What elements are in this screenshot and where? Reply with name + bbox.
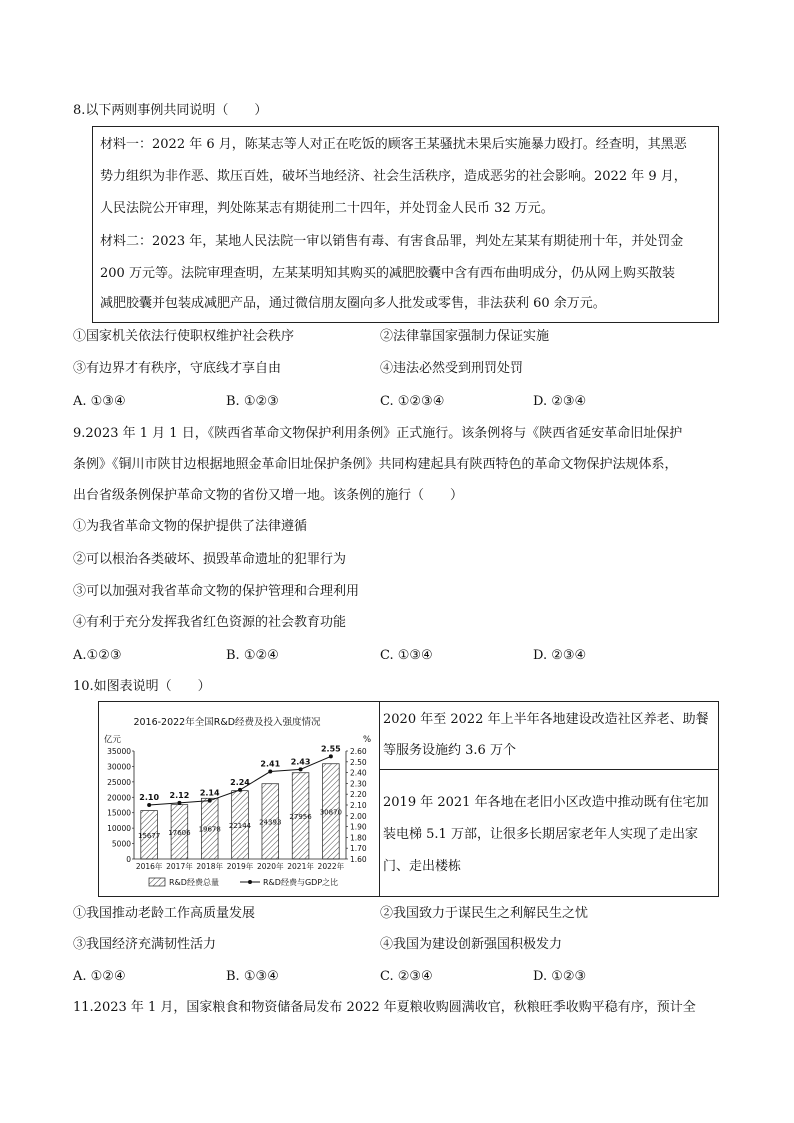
q9-option-a[interactable]: A.①②③ — [73, 648, 122, 663]
q8-item-3: ③有边界才有秩序，守底线才享自由 — [73, 361, 282, 376]
q11-stem: 11.2023 年 1 月，国家粮食和物资储备局发布 2022 年夏粮收购圆满收官，秋粮旺季收购平稳有序，预计全 — [73, 1000, 696, 1015]
right-tick-label: 2.60 — [350, 747, 367, 756]
q8-material-line: 人民法院公开审理，判处陈某志有期徒刑二十四年，并处罚金人民币 32 万元。 — [100, 201, 554, 216]
gdp-ratio-point — [208, 799, 212, 803]
q8-material-box — [92, 126, 719, 323]
right-tick-label: 1.90 — [350, 822, 367, 832]
left-tick-label: 20000 — [107, 793, 131, 803]
right-tick-label: 2.40 — [350, 768, 367, 778]
rd-bar-label: 15677 — [138, 831, 161, 840]
gdp-ratio-label: 2.24 — [230, 777, 250, 787]
rd-bar-label: 30870 — [319, 808, 342, 817]
q10-option-a[interactable]: A. ①②④ — [73, 969, 126, 984]
q10-option-b[interactable]: B. ①③④ — [226, 969, 279, 984]
q9-stem-line: 出台省级条例保护革命文物的省份又增一地。该条例的施行（ ） — [73, 488, 464, 503]
q8-option-d[interactable]: D. ②③④ — [533, 394, 587, 409]
q9-option-c[interactable]: C. ①③④ — [380, 648, 433, 663]
right-tick-label: 1.60 — [350, 855, 367, 864]
q9-item-3: ③可以加强对我省革命文物的保护管理和合理利用 — [73, 584, 360, 599]
chart-title: 2016-2022年全国R&D经费及投入强度情况 — [133, 717, 321, 728]
q9-option-d[interactable]: D. ②③④ — [533, 648, 587, 663]
x-tick-label: 2019年 — [226, 862, 254, 871]
gdp-ratio-label: 2.10 — [139, 793, 160, 802]
rd-chart — [99, 702, 379, 896]
q10-right-bottom-line: 2019 年 2021 年各地在老旧小区改造中推动既有住宅加 — [383, 795, 709, 810]
chart-ylabel-left: 亿元 — [104, 735, 122, 745]
gdp-ratio-point — [177, 801, 181, 805]
q10-table — [98, 701, 719, 897]
x-tick-label: 2016年 — [135, 862, 163, 871]
q8-stem: 8.以下两则事例共同说明（ ） — [73, 103, 268, 118]
x-tick-label: 2018年 — [196, 862, 224, 871]
gdp-ratio-point — [299, 767, 303, 771]
table-divider-horizontal — [379, 769, 718, 770]
legend-line-label: R&D经费与GDP之比 — [263, 878, 339, 887]
q8-option-b[interactable]: B. ①②③ — [226, 394, 279, 409]
q8-material-line: 减肥胶囊并包装成减肥产品，通过微信朋友圈向多人批发或零售，非法获利 60 余万元。 — [100, 296, 606, 311]
legend-bar-label: R&D经费总量 — [169, 878, 219, 887]
gdp-ratio-point — [238, 788, 242, 792]
left-tick-label: 10000 — [107, 824, 131, 834]
q8-option-a[interactable]: A. ①③④ — [73, 394, 126, 409]
gdp-ratio-label: 2.12 — [169, 790, 190, 800]
q10-item-2: ②我国致力于谋民生之利解民生之忧 — [380, 906, 589, 921]
q9-item-1: ①为我省革命文物的保护提供了法律遵循 — [73, 519, 308, 534]
chart-ylabel-right: % — [363, 735, 372, 745]
rd-bar-label: 19678 — [198, 825, 221, 834]
legend-bar-swatch — [149, 878, 165, 886]
q8-item-4: ④违法必然受到刑罚处罚 — [380, 361, 524, 376]
right-tick-label: 2.20 — [350, 790, 367, 800]
rd-bar-label: 17606 — [168, 828, 191, 837]
q10-option-c[interactable]: C. ②③④ — [380, 969, 433, 984]
x-tick-label: 2017年 — [166, 862, 193, 871]
q9-stem-line: 条例》《铜川市陕甘边根据地照金革命旧址保护条例》共同构建起具有陕西特色的革命文物保护法规体系， — [73, 457, 678, 472]
right-tick-label: 1.80 — [350, 833, 367, 843]
left-tick-label: 0 — [126, 855, 131, 864]
rd-bar-label: 27956 — [289, 812, 312, 821]
left-tick-label: 35000 — [107, 747, 131, 756]
q10-item-4: ④我国为建设创新强国积极发力 — [380, 937, 563, 952]
x-tick-label: 2022年 — [317, 862, 345, 871]
gdp-ratio-label: 2.14 — [199, 788, 220, 798]
left-tick-label: 15000 — [107, 808, 131, 818]
rd-bar-label: 22144 — [228, 821, 252, 830]
rd-bar-label: 24393 — [259, 818, 282, 827]
left-tick-label: 30000 — [107, 762, 131, 772]
q10-right-bottom-line: 装电梯 5.1 万部，让很多长期居家老年人实现了走出家 — [383, 827, 698, 842]
q10-item-3: ③我国经济充满韧性活力 — [73, 937, 217, 952]
gdp-ratio-label: 2.55 — [320, 744, 341, 754]
right-tick-label: 1.70 — [350, 844, 367, 854]
q8-material-line: 材料二：2023 年，某地人民法院一审以销售有毒、有害食品罪，判处左某某有期徒刑十年，并处罚金 — [100, 234, 684, 249]
gdp-ratio-label: 2.43 — [290, 757, 311, 767]
left-tick-label: 5000 — [111, 839, 131, 849]
q8-material-line: 势力组织为非作恶、欺压百姓，破坏当地经济、社会生活秩序，造成恶劣的社会影响。2022 年 9 月， — [100, 169, 687, 184]
q10-stem: 10.如图表说明（ ） — [73, 679, 211, 694]
x-tick-label: 2021年 — [287, 862, 314, 871]
gdp-ratio-label: 2.41 — [260, 759, 281, 769]
q10-item-1: ①我国推动老龄工作高质量发展 — [73, 906, 256, 921]
legend-line-marker — [248, 880, 252, 884]
gdp-ratio-point — [147, 803, 151, 807]
left-tick-label: 25000 — [107, 777, 131, 787]
q10-option-d[interactable]: D. ①②③ — [533, 969, 587, 984]
right-tick-label: 2.00 — [350, 811, 367, 821]
q8-item-1: ①国家机关依法行使职权维护社会秩序 — [73, 329, 295, 344]
q9-item-4: ④有利于充分发挥我省红色资源的社会教育功能 — [73, 615, 347, 630]
gdp-ratio-point — [268, 770, 272, 774]
q9-stem-line: 9.2023 年 1 月 1 日，《陕西省革命文物保护利用条例》正式施行。该条例将与《陕西省延安革命旧址保护 — [73, 426, 683, 441]
q10-right-top-line: 2020 年至 2022 年上半年各地建设改造社区养老、助餐 — [383, 712, 709, 727]
q10-right-top-line: 等服务设施约 3.6 万个 — [383, 743, 516, 758]
gdp-ratio-point — [329, 754, 333, 758]
q9-option-b[interactable]: B. ①②④ — [226, 648, 279, 663]
right-tick-label: 2.50 — [350, 757, 367, 767]
x-tick-label: 2020年 — [256, 862, 284, 871]
right-tick-label: 2.10 — [350, 801, 367, 810]
q8-option-c[interactable]: C. ①②③④ — [380, 394, 445, 409]
q8-material-line: 材料一：2022 年 6 月，陈某志等人对正在吃饭的顾客王某骚扰未果后实施暴力殴打。经查明，其黑恶 — [100, 137, 687, 152]
table-divider-vertical — [379, 702, 380, 896]
q10-right-bottom-line: 门、走出楼栋 — [383, 859, 462, 874]
right-tick-label: 2.30 — [350, 779, 367, 789]
q9-item-2: ②可以根治各类破坏、损毁革命遗址的犯罪行为 — [73, 552, 347, 567]
q8-item-2: ②法律靠国家强制力保证实施 — [380, 329, 550, 344]
q8-material-line: 200 万元等。法院审理查明，左某某明知其购买的减肥胶囊中含有西布曲明成分，仍从网上购买散装 — [100, 266, 675, 281]
